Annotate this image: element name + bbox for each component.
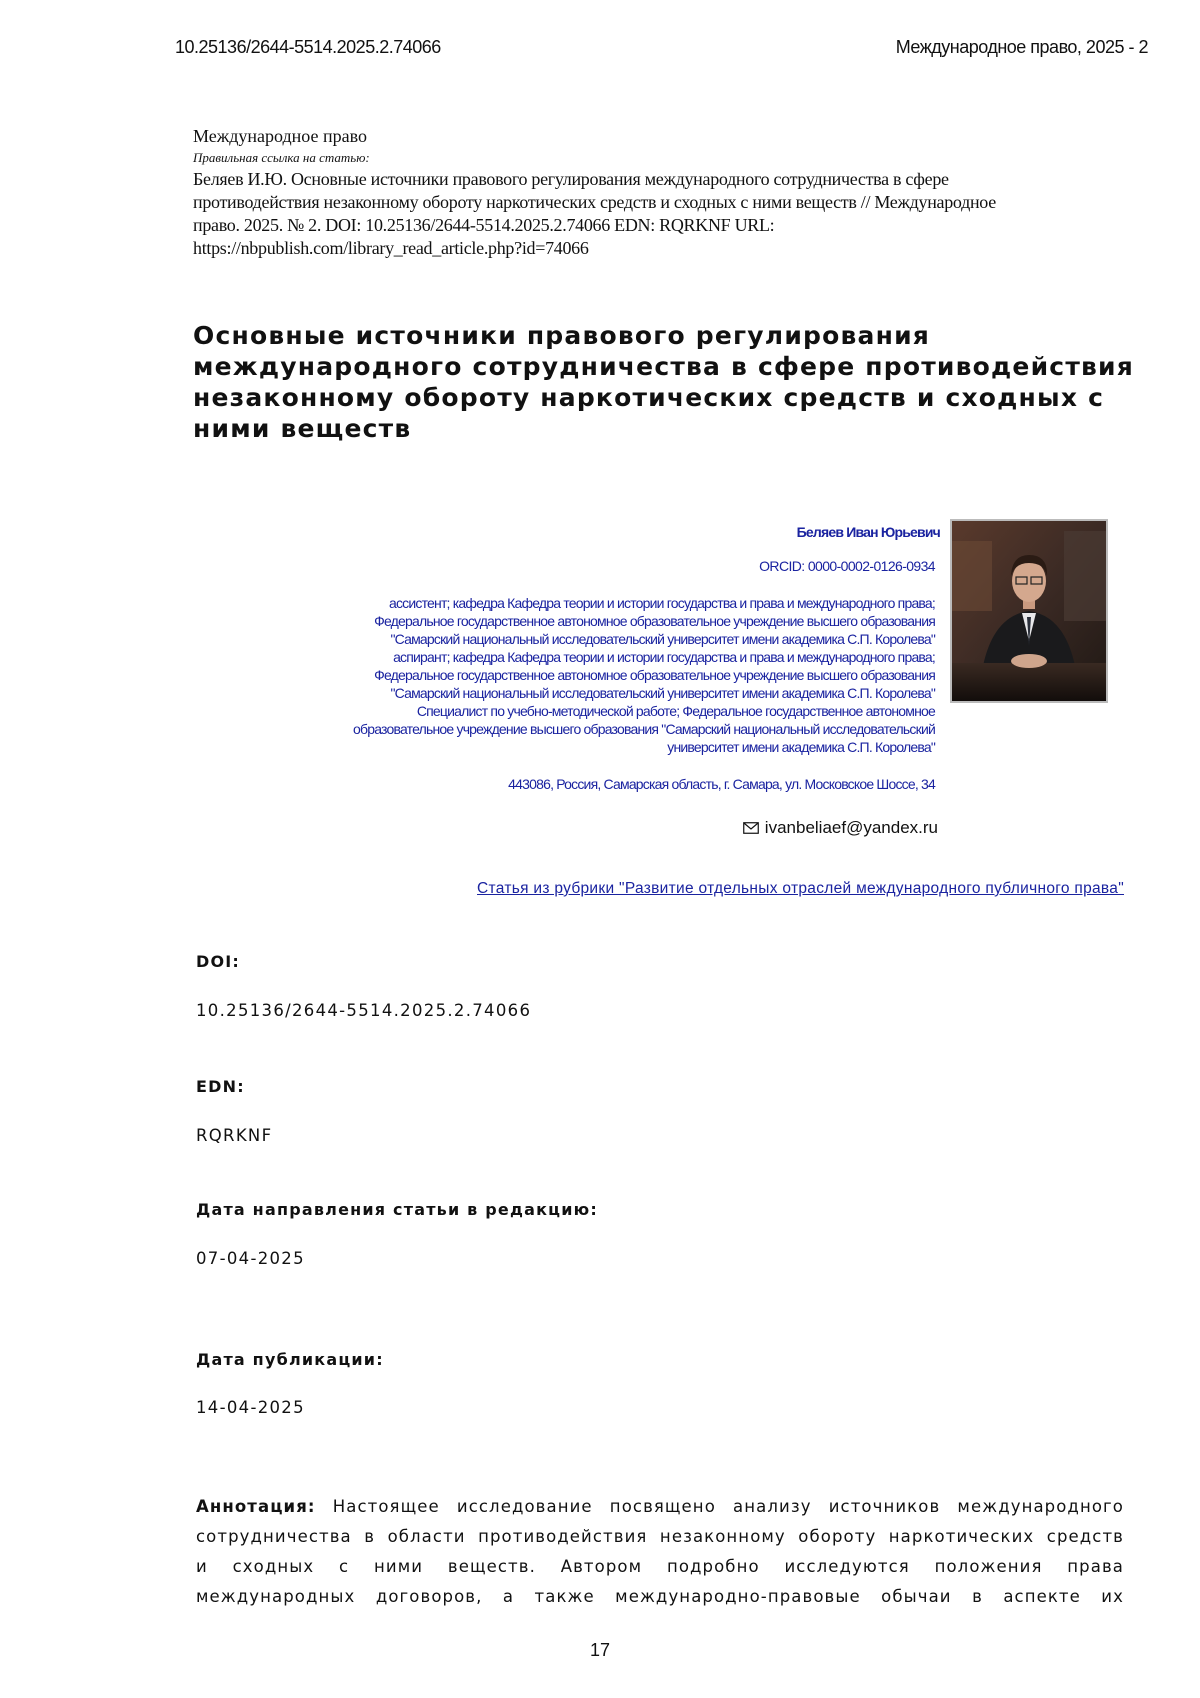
- title-line: Основные источники правового регулирования: [193, 321, 931, 350]
- submission-date-label: Дата направления статьи в редакцию:: [196, 1200, 598, 1219]
- affiliation-line: университет имени академика С.П. Королева": [667, 739, 935, 755]
- edn-value: RQRKNF: [196, 1126, 273, 1145]
- abstract: [196, 1492, 1124, 1612]
- author-email[interactable]: [743, 818, 938, 838]
- doi-label: DOI:: [196, 952, 241, 971]
- author-photo: [950, 519, 1108, 703]
- abstract-line: и сходных с ними веществ. Автором подробно исследуются положения права: [196, 1557, 1124, 1576]
- author-name: Беляев Иван Юрьевич: [796, 524, 940, 540]
- header-doi: 10.25136/2644-5514.2025.2.74066: [175, 37, 441, 57]
- affiliation-line: "Самарский национальный исследовательский университет имени академика С.П. Королева": [390, 631, 935, 647]
- affiliation-line: аспирант; кафедра Кафедра теории и истории государства и права и международного права;: [393, 649, 935, 665]
- citation-text: [193, 168, 1113, 260]
- abstract-line: международных договоров, а также международно-правовые обычаи в аспекте их: [196, 1587, 1124, 1606]
- page-number: 17: [589, 1640, 611, 1660]
- author-address: 443086, Россия, Самарская область, г. Самара, ул. Московское Шоссе, 34: [508, 776, 935, 792]
- submission-date-value: 07-04-2025: [196, 1249, 305, 1268]
- header-journal-issue: Международное право, 2025 - 2: [895, 37, 1148, 57]
- author-orcid[interactable]: ORCID: 0000-0002-0126-0934: [759, 558, 935, 574]
- affiliation-line: Специалист по учебно-методической работе; Федеральное государственное автономное: [416, 703, 935, 719]
- affiliation-line: ассистент; кафедра Кафедра теории и истории государства и права и международного права;: [388, 595, 935, 611]
- title-line: международного сотрудничества в сфере противодействия: [193, 352, 1134, 381]
- article-title: [193, 320, 1143, 444]
- title-line: ними веществ: [193, 414, 412, 443]
- envelope-icon: [743, 822, 759, 834]
- email-text[interactable]: ivanbeliaef@yandex.ru: [764, 818, 938, 837]
- rubric-link[interactable]: Статья из рубрики "Развитие отдельных отраслей международного публичного права": [477, 880, 1124, 897]
- abstract-line: [196, 1492, 1124, 1522]
- edn-label: EDN:: [196, 1077, 245, 1096]
- abstract-text: Настоящее исследование посвящено анализу источников международного: [332, 1497, 1124, 1516]
- author-affiliation: [215, 594, 935, 756]
- citation-journal: Международное право: [193, 126, 367, 146]
- abstract-label: Аннотация:: [196, 1497, 316, 1516]
- citation-label: Правильная ссылка на статью:: [193, 150, 370, 165]
- affiliation-line: Федеральное государственное автономное образовательное учреждение высшего образования: [374, 667, 935, 683]
- publication-date-value: 14-04-2025: [196, 1398, 305, 1417]
- affiliation-line: образовательное учреждение высшего образования "Самарский национальный исследовательский: [353, 721, 935, 737]
- author-portrait-image: [952, 521, 1106, 701]
- title-line: незаконному обороту наркотических средств и сходных с: [193, 383, 1105, 412]
- publication-date-label: Дата публикации:: [196, 1350, 384, 1369]
- citation-line: противодействия незаконному обороту наркотических средств и сходных с ними веществ // Международное: [193, 192, 996, 212]
- doi-value: 10.25136/2644-5514.2025.2.74066: [196, 1001, 532, 1020]
- affiliation-line: Федеральное государственное автономное образовательное учреждение высшего образования: [374, 613, 935, 629]
- citation-url[interactable]: https://nbpublish.com/library_read_article.php?id=74066: [193, 238, 589, 258]
- citation-line: право. 2025. № 2. DOI: 10.25136/2644-5514.2025.2.74066 EDN: RQRKNF URL:: [193, 215, 775, 235]
- citation-line: Беляев И.Ю. Основные источники правового регулирования международного сотрудничества в сфере: [193, 169, 949, 189]
- abstract-line: сотрудничества в области противодействия незаконному обороту наркотических средств: [196, 1527, 1124, 1546]
- affiliation-line: "Самарский национальный исследовательский университет имени академика С.П. Королева": [390, 685, 935, 701]
